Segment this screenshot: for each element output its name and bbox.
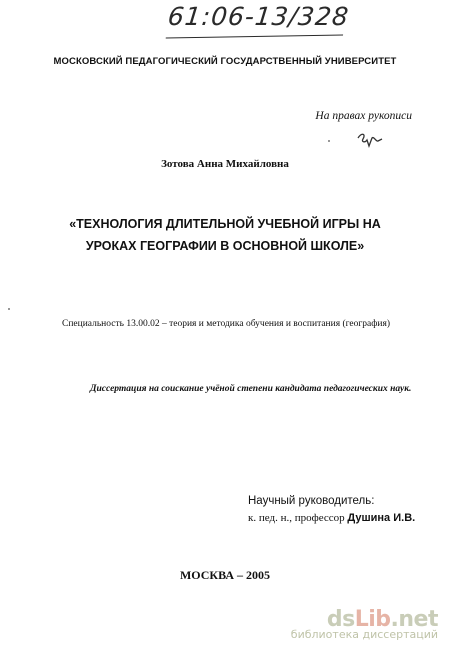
rights-note: На правах рукописи (315, 110, 412, 122)
watermark (291, 607, 438, 641)
watermark-logo: dsLib.net (326, 607, 438, 632)
watermark-caption: библиотека диссертаций (290, 628, 438, 641)
scan-speck (8, 308, 10, 310)
degree-note: Диссертация на соискание учёной степени кандидата педагогических наук. (90, 384, 412, 394)
supervisor-label: Научный руководитель: (248, 495, 375, 507)
supervisor-degree: к. пед. н., профессор (248, 512, 348, 524)
signature-mark (356, 130, 384, 150)
specialty-line: Специальность 13.00.02 – теория и методика обучения и воспитания (география) (62, 319, 391, 329)
scan-speck (328, 140, 330, 142)
title-line-2: УРОКАХ ГЕОГРАФИИ В ОСНОВНОЙ ШКОЛЕ» (85, 239, 365, 253)
university-name: МОСКОВСКИЙ ПЕДАГОГИЧЕСКИЙ ГОСУДАРСТВЕННЫЙ УНИВЕРСИТЕТ (53, 56, 397, 67)
dissertation-title (40, 213, 410, 257)
archive-number: 61:06-13/328 (166, 2, 351, 31)
author-name: Зотова Анна Михайловна (161, 158, 289, 170)
title-line-1: «ТЕХНОЛОГИЯ ДЛИТЕЛЬНОЙ УЧЕБНОЙ ИГРЫ НА (69, 217, 381, 231)
supervisor-name: Душина И.В. (347, 512, 416, 524)
supervisor-line (248, 512, 415, 524)
city-year: МОСКВА – 2005 (179, 568, 271, 582)
